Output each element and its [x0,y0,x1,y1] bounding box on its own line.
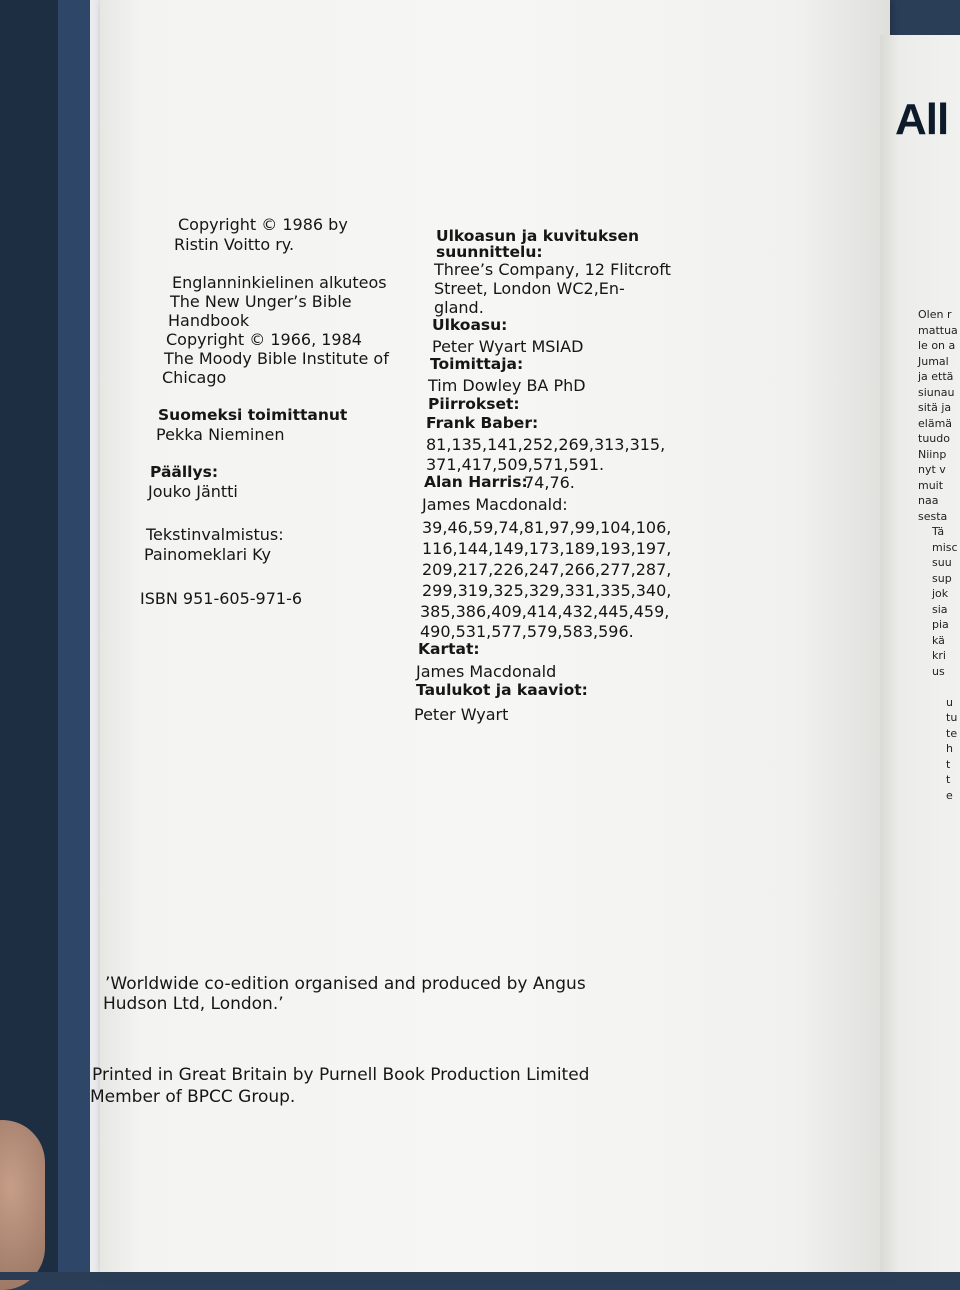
credit-line: Peter Wyart [414,705,509,724]
facing-page-line: kri [932,649,946,662]
facing-page-line: naa [918,494,939,507]
credit-line: Frank Baber: [426,414,539,432]
printer-line: Member of BPCC Group. [90,1087,296,1107]
facing-page-line: ja että [918,370,954,383]
credit-line: Chicago [162,368,227,387]
credit-line: Päällys: [150,463,219,481]
thumb [0,1120,45,1290]
credit-line: Tekstinvalmistus: [146,525,284,544]
credit-line: 490,531,577,579,583,596. [420,622,634,641]
credit-line: Ristin Voitto ry. [174,235,295,254]
book-bottom-edge [0,1272,960,1280]
credit-line: 299,319,325,329,331,335,340, [422,581,672,600]
credit-line: 74,76. [524,473,575,492]
facing-page-line: us [932,664,945,678]
facing-page-line: mattua [918,323,958,337]
facing-page-line: Niinp [918,447,947,461]
copyright-page [90,0,890,1275]
credit-line: The New Unger’s Bible [170,292,352,311]
credit-line: suunnittelu: [436,243,543,261]
credit-line: Taulukot ja kaaviot: [416,681,588,699]
facing-page-line: jok [932,587,949,600]
credit-line: Jouko Jäntti [148,482,238,501]
facing-page-line: nyt v [918,463,946,476]
facing-page-line: Olen r [918,308,952,321]
credit-line: Alan Harris: [424,473,528,491]
facing-page-line: t [946,757,951,771]
credit-line: Piirrokset: [428,395,520,413]
facing-page-line: muit [918,478,944,492]
credit-line: gland. [434,298,484,317]
facing-page-line: siunau [918,385,955,399]
credit-line: Painomeklari Ky [144,545,271,564]
facing-page-line: sitä ja [918,401,952,414]
credit-line: James Macdonald: [422,495,568,514]
credit-line: Peter Wyart MSIAD [432,337,584,356]
facing-page-line: elämä [918,416,953,430]
facing-page-line: pia [932,618,949,631]
facing-page-line: tu [946,711,958,724]
credit-line: 385,386,409,414,432,445,459, [420,602,670,621]
facing-page-line: sesta [918,509,948,523]
facing-page-line: Jumal [918,354,949,368]
credit-line: 209,217,226,247,266,277,287, [422,560,672,579]
facing-page-line: e [946,788,953,802]
book-cover-edge [0,0,58,1280]
facing-page-line: t [946,773,951,786]
credit-line: Englanninkielinen alkuteos [172,273,387,292]
credit-line: Three’s Company, 12 Flitcroft [434,260,671,279]
facing-page-line: kä [932,633,945,647]
facing-page-title: All [895,95,949,144]
printer-line: Printed in Great Britain by Purnell Book Production Limited [92,1065,590,1085]
facing-page-line: misc [932,540,958,554]
credit-line: Ulkoasu: [432,316,508,334]
credit-line: Street, London WC2,En- [434,279,625,298]
credit-line: 371,417,509,571,591. [426,455,605,474]
credit-line: Toimittaja: [430,355,524,373]
facing-page-line: sup [932,571,952,585]
credit-line: 81,135,141,252,269,313,315, [426,435,666,454]
facing-page-line: suu [932,556,952,569]
credit-line: 116,144,149,173,189,193,197, [422,539,672,558]
facing-page-line: h [946,742,953,755]
facing-page-line: sia [932,602,948,616]
credit-line: 39,46,59,74,81,97,99,104,106, [422,518,672,537]
facing-page-line: tuudo [918,432,950,445]
facing-page-line: le on a [918,339,956,352]
credit-line: Handbook [168,311,250,330]
coedition-line: ’Worldwide co-edition organised and produced by Angus [105,974,586,994]
credit-line: Copyright © 1986 by [178,215,348,234]
credit-line: Tim Dowley BA PhD [428,376,586,395]
facing-page-line: te [946,726,958,740]
credit-line: Suomeksi toimittanut [158,406,348,424]
credit-line: Kartat: [418,640,480,658]
facing-page-line: u [946,695,953,709]
credit-line: The Moody Bible Institute of [164,349,389,368]
facing-page-line: Tä [932,525,945,538]
facing-page [880,35,960,1280]
credit-line: ISBN 951-605-971-6 [140,589,303,608]
credit-line: Copyright © 1966, 1984 [166,330,362,349]
credit-line: Pekka Nieminen [156,425,285,444]
credit-line: Ulkoasun ja kuvituksen [436,227,640,245]
credit-line: James Macdonald [416,662,557,681]
book-spine [58,0,90,1280]
coedition-line: Hudson Ltd, London.’ [103,994,284,1014]
